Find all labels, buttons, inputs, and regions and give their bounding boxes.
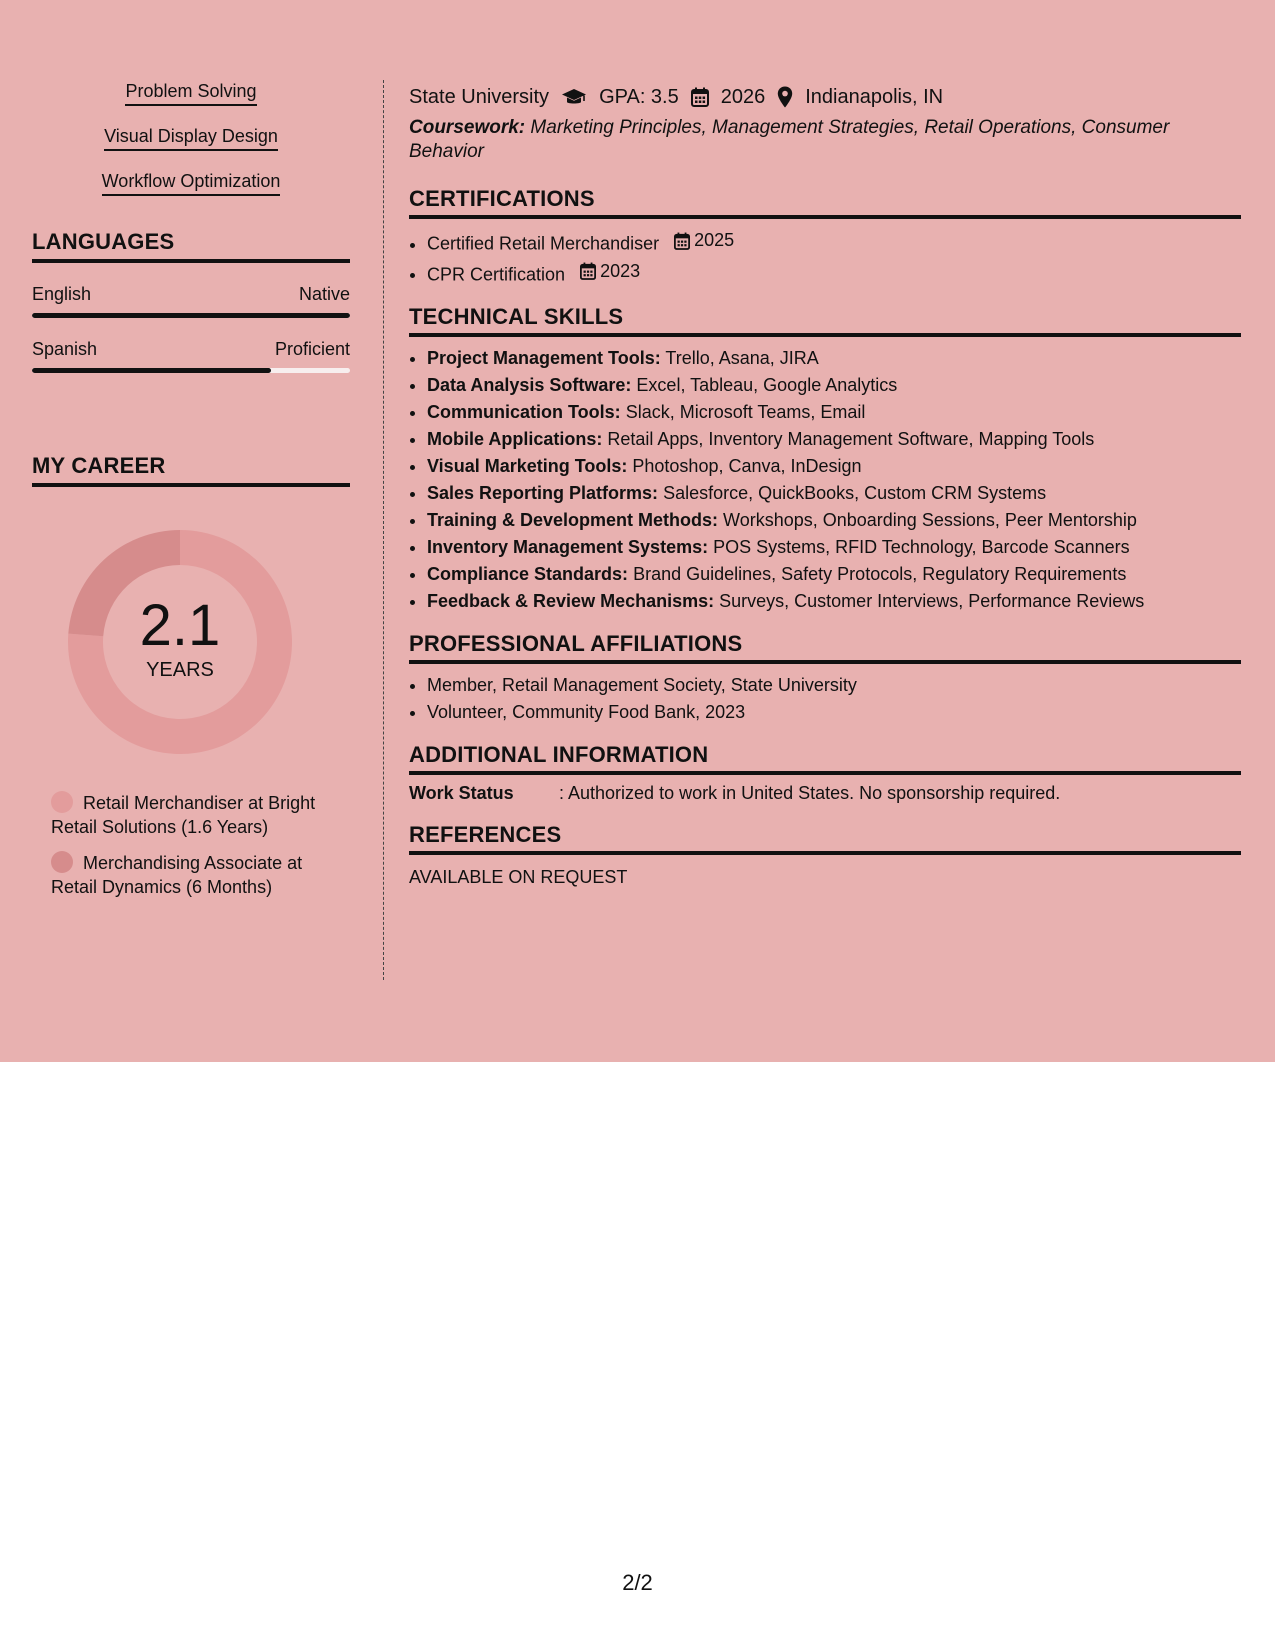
language-bar-fill bbox=[32, 368, 271, 373]
coursework-list: Marketing Principles, Management Strategies, Retail Operations, Consumer Behavior bbox=[409, 117, 1170, 162]
technical-skill-item: • Data Analysis Software: Excel, Tableau, Google Analytics bbox=[427, 372, 1241, 399]
career-legend-item: Retail Merchandiser at Bright Retail Solutions (1.6 Years) bbox=[51, 793, 316, 837]
language-bar-fill bbox=[32, 313, 350, 318]
technical-skill-item: • Visual Marketing Tools: Photoshop, Canva, InDesign bbox=[427, 453, 1241, 480]
technical-skill-item: • Project Management Tools: Trello, Asana, JIRA bbox=[427, 345, 1241, 372]
certification-year: 2025 bbox=[694, 230, 735, 250]
column-divider bbox=[383, 80, 384, 980]
calendar-icon bbox=[580, 262, 596, 280]
technical-skill-item: • Feedback & Review Mechanisms: Surveys, Customer Interviews, Performance Reviews bbox=[427, 588, 1241, 615]
certifications-heading: CERTIFICATIONS bbox=[409, 186, 1241, 219]
career-donut-chart bbox=[67, 529, 293, 755]
references-text: AVAILABLE ON REQUEST bbox=[409, 867, 628, 887]
technical-skill-item: • Communication Tools: Slack, Microsoft Teams, Email bbox=[427, 399, 1241, 426]
career-heading: MY CAREER bbox=[32, 453, 350, 487]
language-level: Native bbox=[298, 284, 350, 304]
calendar-icon bbox=[674, 232, 690, 250]
certification-year: 2023 bbox=[600, 260, 641, 281]
skill-tag: Visual Display Design bbox=[32, 125, 350, 151]
technical-skill-item: • Compliance Standards: Brand Guidelines, Safety Protocols, Regulatory Requirements bbox=[427, 561, 1241, 588]
certifications-list bbox=[409, 227, 1241, 288]
language-item bbox=[32, 339, 350, 373]
graduation-year: 2026 bbox=[720, 86, 766, 108]
skills-list bbox=[32, 80, 350, 196]
languages-heading: LANGUAGES bbox=[32, 229, 350, 263]
language-item bbox=[32, 284, 350, 318]
legend-dot bbox=[51, 851, 73, 873]
graduation-cap-icon bbox=[561, 87, 587, 107]
gpa: GPA: 3.5 bbox=[599, 86, 679, 108]
left-column bbox=[32, 80, 350, 911]
school-name: State University bbox=[409, 86, 550, 108]
skill-tag: Problem Solving bbox=[32, 80, 350, 106]
coursework bbox=[409, 116, 1241, 164]
technical-skill-item: • Mobile Applications: Retail Apps, Inventory Management Software, Mapping Tools bbox=[427, 426, 1241, 453]
calendar-icon bbox=[691, 87, 709, 107]
location: Indianapolis, IN bbox=[805, 86, 944, 108]
work-status-value: : Authorized to work in United States. No sponsorship required. bbox=[559, 783, 1061, 803]
affiliation-item: • Member, Retail Management Society, State University bbox=[427, 672, 1241, 699]
language-level: Proficient bbox=[274, 339, 350, 359]
certification-item: • Certified Retail Merchandiser 2025 bbox=[427, 227, 1241, 258]
affiliations-list bbox=[409, 672, 1241, 726]
technical-skill-item: • Inventory Management Systems: POS Systems, RFID Technology, Barcode Scanners bbox=[427, 534, 1241, 561]
language-bar bbox=[32, 313, 350, 318]
work-status-label: Work Status bbox=[409, 783, 514, 803]
career-total-unit: YEARS bbox=[146, 658, 214, 681]
affiliations-heading: PROFESSIONAL AFFILIATIONS bbox=[409, 631, 1241, 664]
work-status-row bbox=[409, 783, 1241, 804]
education-line bbox=[409, 84, 1241, 110]
technical-skill-item: • Training & Development Methods: Workshops, Onboarding Sessions, Peer Mentorship bbox=[427, 507, 1241, 534]
skill-tag: Workflow Optimization bbox=[32, 170, 350, 196]
career-total-value: 2.1 bbox=[139, 592, 221, 658]
language-name: English bbox=[32, 284, 92, 304]
languages-section bbox=[32, 229, 350, 373]
location-pin-icon bbox=[777, 86, 793, 108]
page-number: 2/2 bbox=[622, 1570, 653, 1595]
certification-item: • CPR Certification 2023 bbox=[427, 258, 1241, 289]
career-section bbox=[32, 453, 350, 899]
additional-info-heading: ADDITIONAL INFORMATION bbox=[409, 742, 1241, 775]
technical-skills-heading: TECHNICAL SKILLS bbox=[409, 304, 1241, 337]
language-bar bbox=[32, 368, 350, 373]
language-name: Spanish bbox=[32, 339, 98, 359]
references-heading: REFERENCES bbox=[409, 822, 1241, 855]
legend-dot bbox=[51, 791, 73, 813]
technical-skills-list bbox=[409, 345, 1241, 615]
right-column bbox=[409, 84, 1241, 888]
affiliation-item: • Volunteer, Community Food Bank, 2023 bbox=[427, 699, 1241, 726]
technical-skill-item: • Sales Reporting Platforms: Salesforce, QuickBooks, Custom CRM Systems bbox=[427, 480, 1241, 507]
coursework-label: Coursework: bbox=[409, 117, 526, 138]
career-legend bbox=[32, 791, 350, 899]
career-legend-item: Merchandising Associate at Retail Dynamics (6 Months) bbox=[51, 853, 303, 897]
